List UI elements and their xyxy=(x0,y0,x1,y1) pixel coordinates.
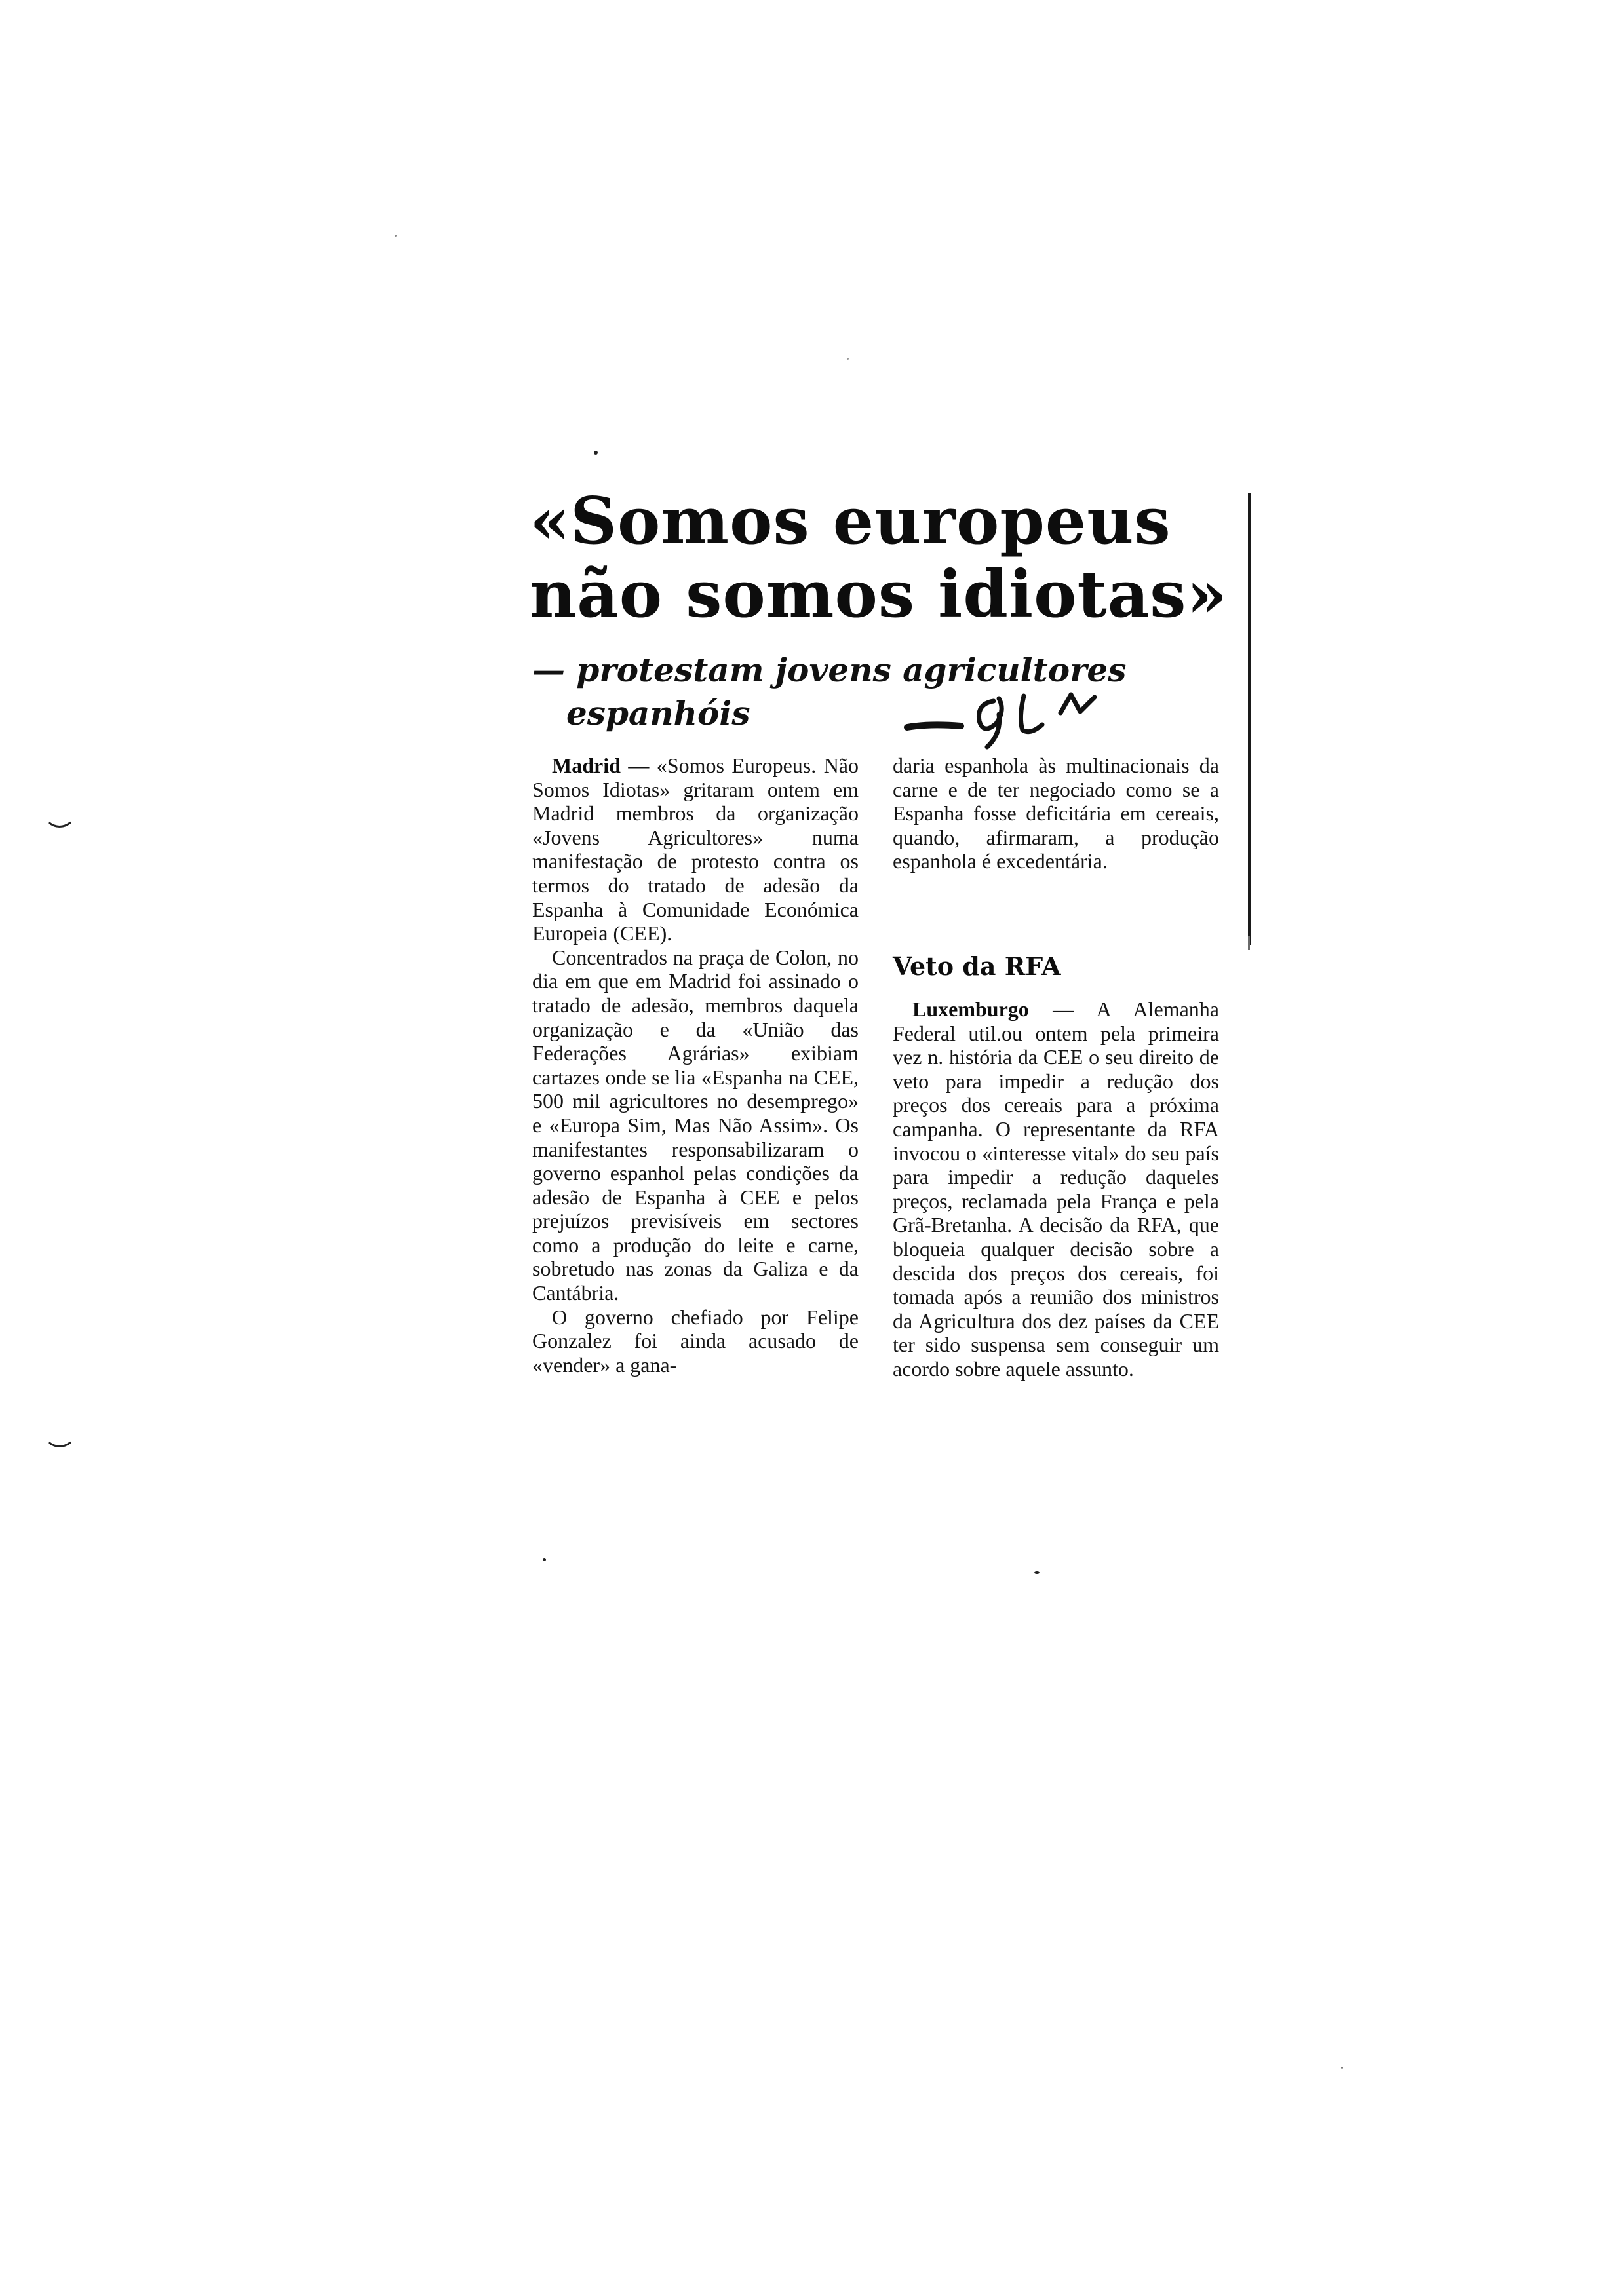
headline-line-2: não somos idiotas» xyxy=(530,557,1228,632)
scan-speck xyxy=(847,358,849,360)
handwritten-annotation xyxy=(903,681,1106,754)
article-column-right-continuation xyxy=(893,754,1219,873)
article-column-right-veto xyxy=(893,997,1219,1381)
headline-line-1: «Somos europeus xyxy=(530,484,1171,559)
subheadline-line-1: — protestam jovens agricultores xyxy=(532,651,1127,689)
paragraph-continuation: daria espanhola às multinacionais da carne e de ter negociado como se a Espanha fosse deficitária em cereais, quando, afirmaram, a produção espanhola é excedentária. xyxy=(893,754,1219,873)
scan-speck xyxy=(594,451,598,455)
paragraph-luxemburgo xyxy=(893,997,1219,1381)
punch-mark-lower xyxy=(47,1440,72,1449)
scan-speck xyxy=(1034,1571,1040,1574)
subheadline-line-2: espanhóis xyxy=(566,694,750,733)
headline xyxy=(530,485,1303,632)
scan-speck xyxy=(1341,2067,1343,2069)
section-title: Veto da RFA xyxy=(893,951,1061,981)
dateline-madrid: Madrid xyxy=(552,754,621,777)
dateline-luxemburgo: Luxemburgo xyxy=(912,997,1029,1021)
paragraph-madrid-text: — «Somos Europeus. Não Somos Idiotas» gritaram ontem em Madrid membros da organização «Jovens Agricultores» numa manifestação de protesto contra os termos do tratado de adesão da Espanha à Comunidade Económica Europeia (CEE). xyxy=(532,754,859,946)
paragraph-gonzalez: O governo chefiado por Felipe Gonzalez foi ainda acusado de «vender» a gana- xyxy=(532,1305,859,1377)
punch-mark-upper xyxy=(47,820,72,830)
paragraph-colon: Concentrados na praça de Colon, no dia em que em Madrid foi assinado o tratado de adesão, membros daquela organização e da «União das Federações Agrárias» exibiam cartazes onde se lia «Espanha na CEE, 500 mil agricultores no desemprego» e «Europa Sim, Mas Não Assim». Os manifestantes responsabilizaram o governo espanhol pelas condições da adesão de Espanha à CEE e pelos prejuízos previsíveis em sectores como a produção do leite e carne, sobretudo nas zonas da Galiza e da Cantábria. xyxy=(532,945,859,1305)
paragraph-madrid xyxy=(532,754,859,946)
column-rule-tail xyxy=(1248,936,1250,950)
article-column-left xyxy=(532,754,859,1377)
scan-speck xyxy=(543,1558,546,1561)
scan-speck xyxy=(395,235,397,237)
paragraph-luxemburgo-text: — A Alemanha Federal util.ou ontem pela primeira vez n. história da CEE o seu direito de veto para impedir a redução dos preços dos cereais para a próxima campanha. O representante da RFA invocou o «interesse vital» do seu país para impedir a redução daqueles preços, reclamada pela França e pela Grã-Bretanha. A decisão da RFA, que bloqueia qualquer decisão sobre a descida dos preços dos cereais, foi tomada após a reunião dos ministros da Agricultura dos dez países da CEE ter sido suspensa sem conseguir um acordo sobre aquele assunto. xyxy=(893,997,1219,1381)
